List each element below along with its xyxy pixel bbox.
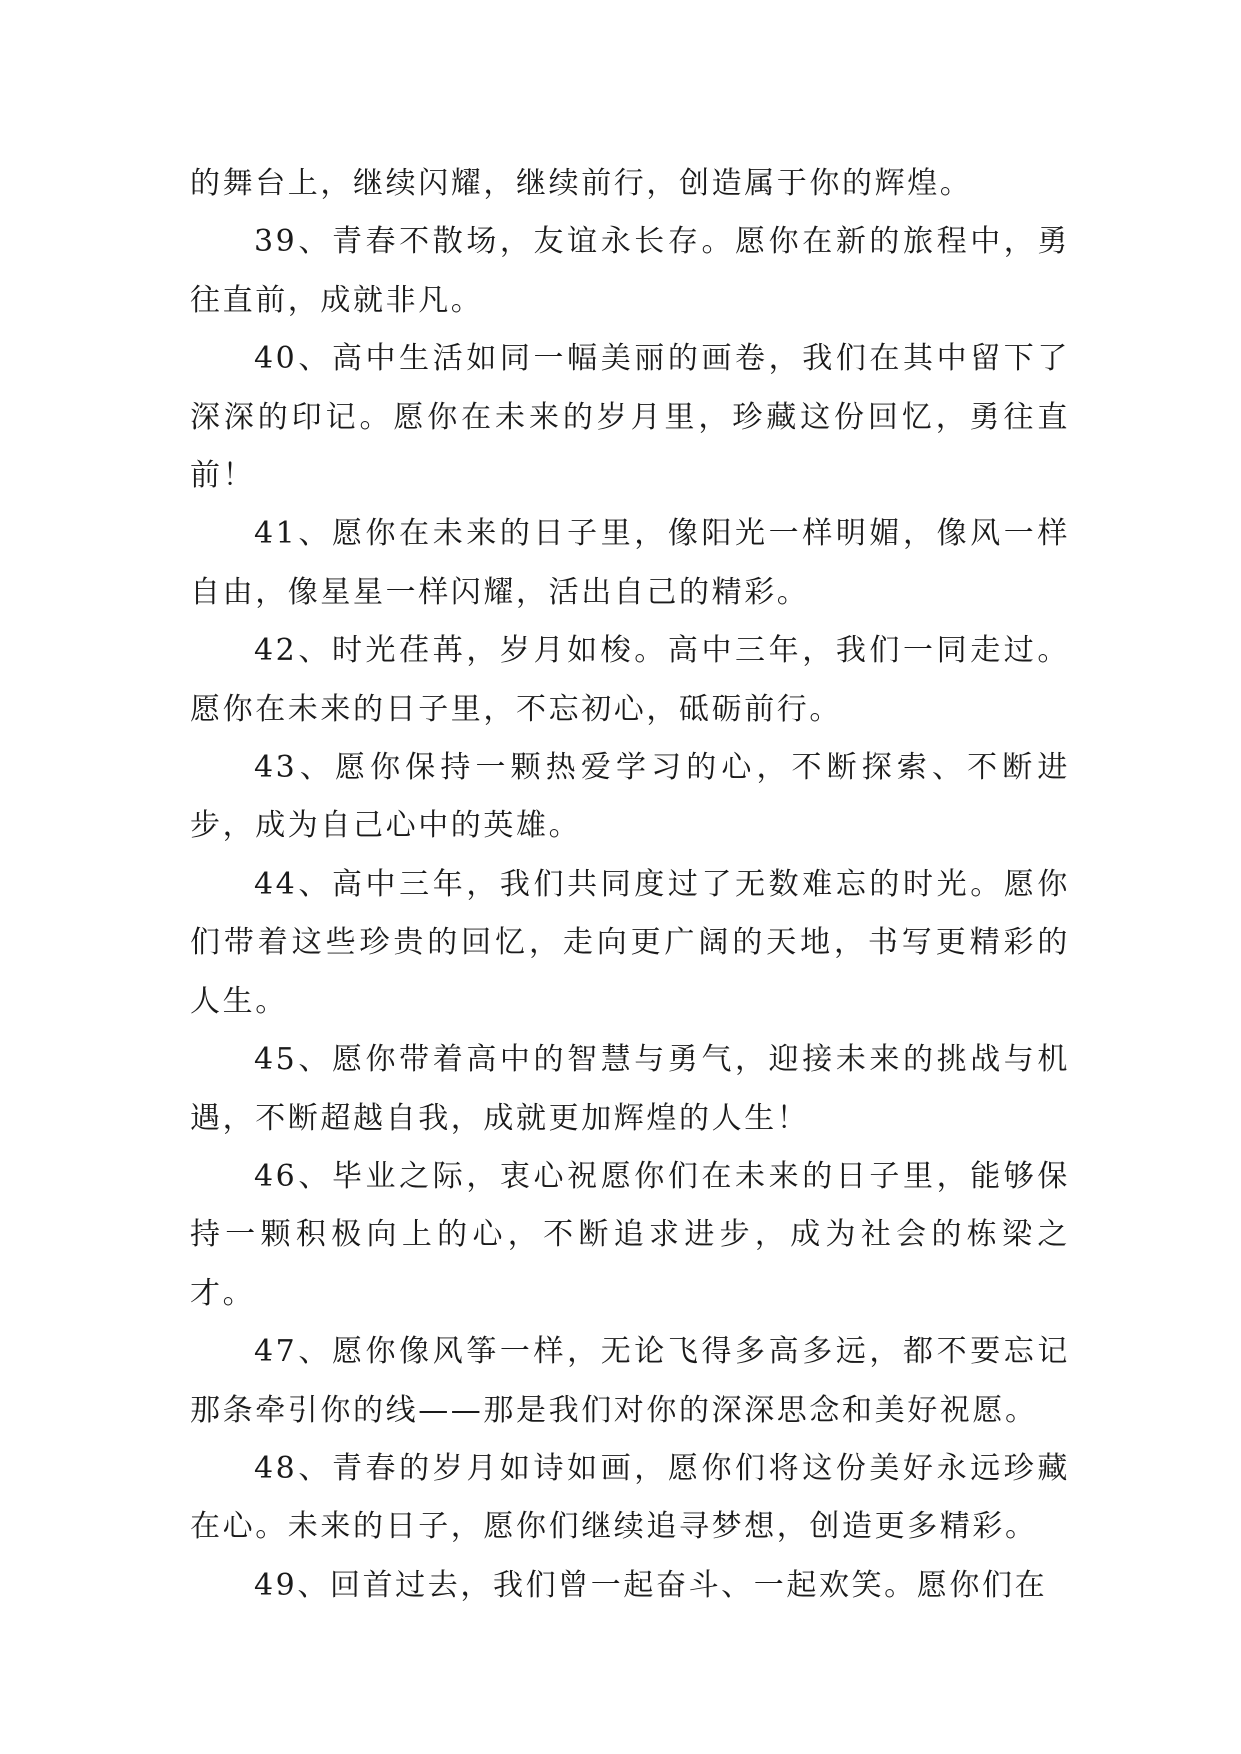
document-body	[190, 155, 1070, 1615]
paragraph-44: 44、高中三年，我们共同度过了无数难忘的时光。愿你们带着这些珍贵的回忆，走向更广阔的天地，书写更精彩的人生。	[190, 866, 1070, 1019]
paragraph-42: 42、时光荏苒，岁月如梭。高中三年，我们一同走过。愿你在未来的日子里，不忘初心，砥砺前行。	[190, 633, 1070, 727]
paragraph-46: 46、毕业之际，衷心祝愿你们在未来的日子里，能够保持一颗积极向上的心，不断追求进步，成为社会的栋梁之才。	[190, 1158, 1070, 1311]
paragraph-45: 45、愿你带着高中的智慧与勇气，迎接未来的挑战与机遇，不断超越自我，成就更加辉煌的人生！	[190, 1042, 1070, 1136]
paragraph-39: 39、青春不散场，友谊永长存。愿你在新的旅程中，勇往直前，成就非凡。	[190, 224, 1070, 318]
paragraph-40: 40、高中生活如同一幅美丽的画卷，我们在其中留下了深深的印记。愿你在未来的岁月里，珍藏这份回忆，勇往直前！	[190, 341, 1070, 494]
paragraph-49: 49、回首过去，我们曾一起奋斗、一起欢笑。愿你们在	[254, 1567, 1048, 1603]
paragraph-41: 41、愿你在未来的日子里，像阳光一样明媚，像风一样自由，像星星一样闪耀，活出自己的精彩。	[190, 516, 1070, 610]
paragraph-43: 43、愿你保持一颗热爱学习的心，不断探索、不断进步，成为自己心中的英雄。	[190, 750, 1070, 844]
paragraph-47: 47、愿你像风筝一样，无论飞得多高多远，都不要忘记那条牵引你的线——那是我们对你的深深思念和美好祝愿。	[190, 1334, 1070, 1428]
paragraph-48: 48、青春的岁月如诗如画，愿你们将这份美好永远珍藏在心。未来的日子，愿你们继续追寻梦想，创造更多精彩。	[190, 1450, 1070, 1545]
paragraph-38-continuation: 的舞台上，继续闪耀，继续前行，创造属于你的辉煌。	[190, 166, 973, 201]
